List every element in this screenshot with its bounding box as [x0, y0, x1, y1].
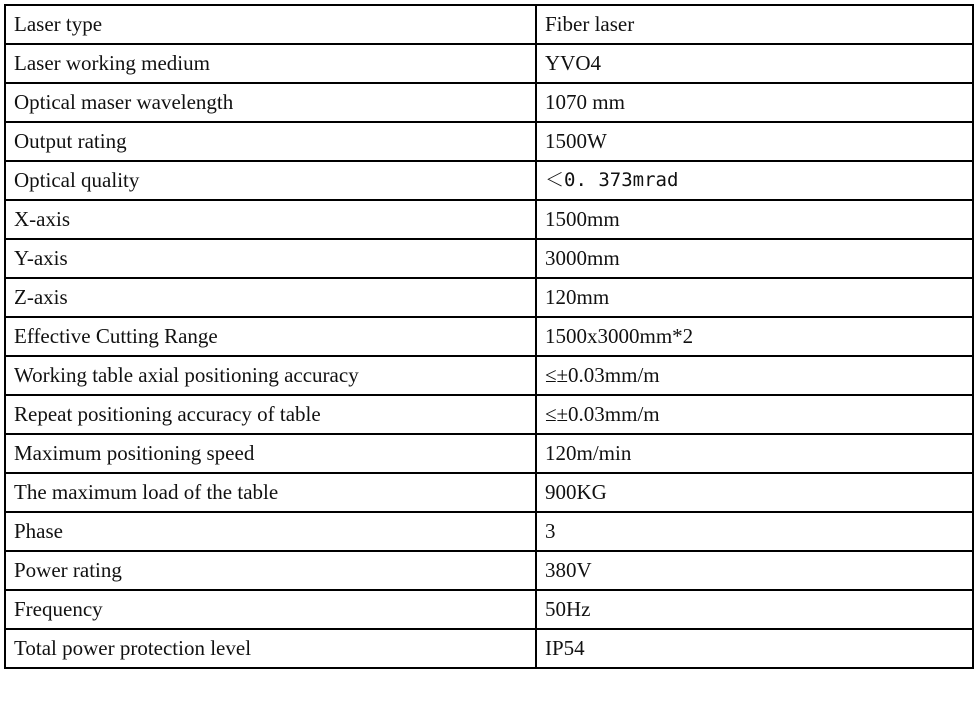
- spec-value: 380V: [536, 551, 973, 590]
- spec-value: 120m/min: [536, 434, 973, 473]
- table-row: [5, 512, 973, 551]
- spec-value: ≤±0.03mm/m: [536, 356, 973, 395]
- spec-value: ≤±0.03mm/m: [536, 395, 973, 434]
- table-row: [5, 239, 973, 278]
- spec-value: 900KG: [536, 473, 973, 512]
- spec-value: 1500x3000mm*2: [536, 317, 973, 356]
- spec-label: Total power protection level: [5, 629, 536, 668]
- table-row: [5, 44, 973, 83]
- spec-value: IP54: [536, 629, 973, 668]
- spec-label: Laser working medium: [5, 44, 536, 83]
- table-row: [5, 629, 973, 668]
- table-row: [5, 161, 973, 200]
- spec-label: The maximum load of the table: [5, 473, 536, 512]
- spec-label: Laser type: [5, 5, 536, 44]
- spec-label: Power rating: [5, 551, 536, 590]
- table-row: [5, 317, 973, 356]
- spec-value: Fiber laser: [536, 5, 973, 44]
- spec-label: Output rating: [5, 122, 536, 161]
- table-row: [5, 5, 973, 44]
- spec-value: 3000mm: [536, 239, 973, 278]
- table-row: [5, 356, 973, 395]
- spec-label: Working table axial positioning accuracy: [5, 356, 536, 395]
- spec-label: Repeat positioning accuracy of table: [5, 395, 536, 434]
- table-row: [5, 395, 973, 434]
- table-row: [5, 434, 973, 473]
- table-row: [5, 551, 973, 590]
- spec-label: Frequency: [5, 590, 536, 629]
- table-row: [5, 473, 973, 512]
- spec-table: [4, 4, 974, 669]
- spec-value: 50Hz: [536, 590, 973, 629]
- spec-value: YVO4: [536, 44, 973, 83]
- spec-value: 120mm: [536, 278, 973, 317]
- table-row: [5, 278, 973, 317]
- table-row: [5, 83, 973, 122]
- spec-label: Phase: [5, 512, 536, 551]
- spec-value: ＜0. 373mrad: [536, 161, 973, 200]
- spec-label: Y-axis: [5, 239, 536, 278]
- spec-table-body: [5, 5, 973, 668]
- table-row: [5, 200, 973, 239]
- spec-value: 1500W: [536, 122, 973, 161]
- table-row: [5, 122, 973, 161]
- spec-label: Optical maser wavelength: [5, 83, 536, 122]
- table-row: [5, 590, 973, 629]
- spec-value: 3: [536, 512, 973, 551]
- spec-label: Z-axis: [5, 278, 536, 317]
- spec-label: Effective Cutting Range: [5, 317, 536, 356]
- spec-label: Optical quality: [5, 161, 536, 200]
- spec-value: 1070 mm: [536, 83, 973, 122]
- spec-value: 1500mm: [536, 200, 973, 239]
- spec-label: X-axis: [5, 200, 536, 239]
- spec-label: Maximum positioning speed: [5, 434, 536, 473]
